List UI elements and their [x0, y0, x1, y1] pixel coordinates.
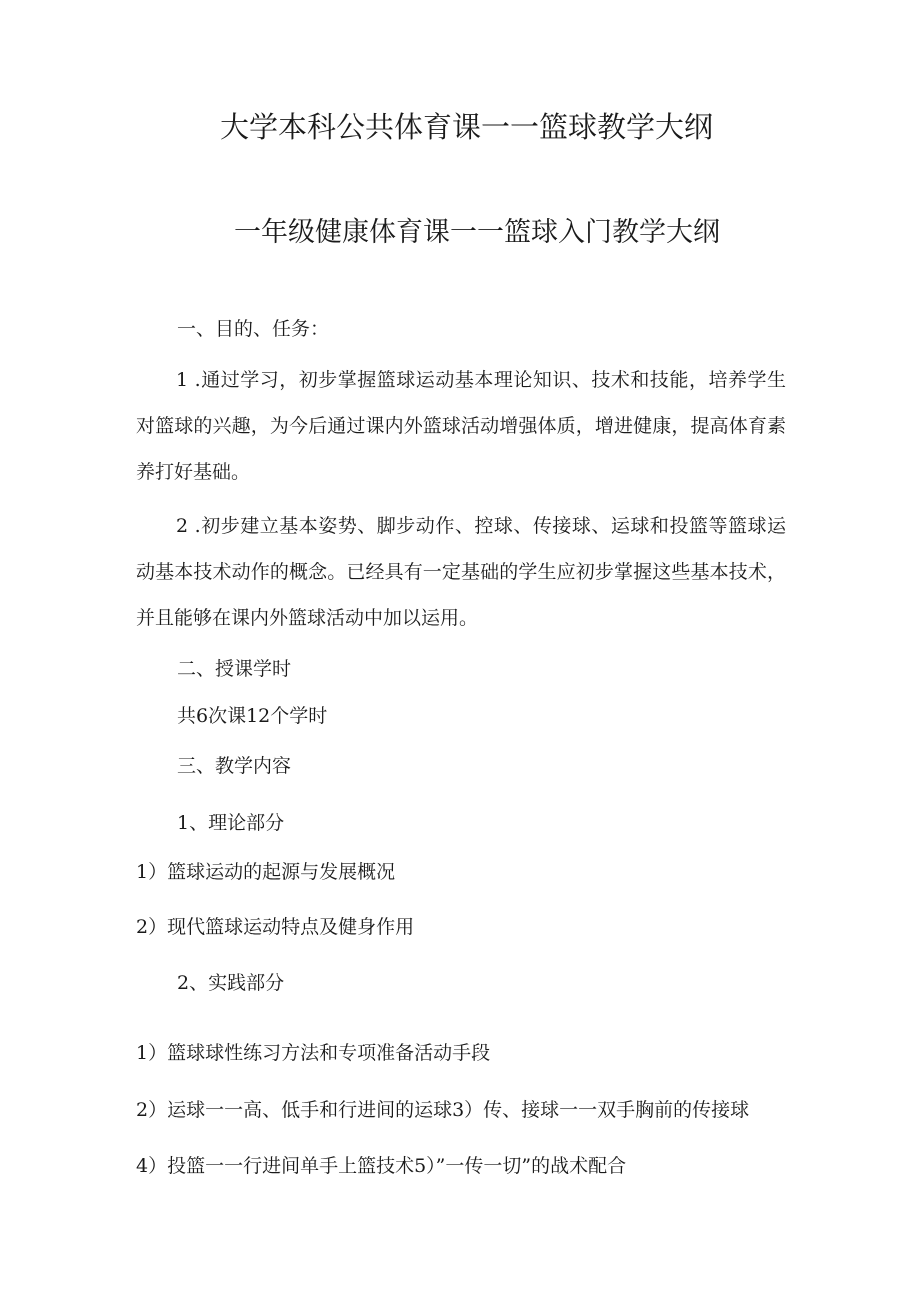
practice-item-2: 2）运球一一高、低手和行进间的运球3）传、接球一一双手胸前的传接球 — [136, 1099, 750, 1121]
theory-item-1: 1）篮球运动的起源与发展概况 — [136, 861, 396, 883]
document-title: 大学本科公共体育课一一篮球教学大纲 — [220, 110, 714, 144]
theory-heading: 1、理论部分 — [177, 812, 285, 834]
section-heading-hours: 二、授课学时 — [177, 658, 292, 680]
section-heading-content: 三、教学内容 — [177, 755, 292, 777]
purpose-paragraph-2: 2 .初步建立基本姿势、脚步动作、控球、传接球、运球和投篮等篮球运动基本技术动作的概念。已经具有一定基础的学生应初步掌握这些基本技术，并且能够在课内外篮球活动中加以运用。 — [136, 515, 786, 629]
document-subtitle: 一年级健康体育课一一篮球入门教学大纲 — [234, 217, 720, 248]
hours-text: 共6次课12个学时 — [177, 705, 328, 727]
section-heading-purpose: 一、目的、任务： — [177, 318, 330, 340]
practice-item-1: 1）篮球球性练习方法和专项准备活动手段 — [136, 1042, 491, 1064]
theory-item-2: 2）现代篮球运动特点及健身作用 — [136, 916, 415, 938]
practice-heading: 2、实践部分 — [177, 972, 285, 994]
practice-item-3: 4）投篮一一行进间单手上篮技术5）”一传一切”的战术配合 — [136, 1155, 627, 1177]
purpose-paragraph-1: 1 .通过学习，初步掌握篮球运动基本理论知识、技术和技能，培养学生对篮球的兴趣，为今后通过课内外篮球活动增强体质，增进健康，提高体育素养打好基础。 — [136, 369, 786, 483]
